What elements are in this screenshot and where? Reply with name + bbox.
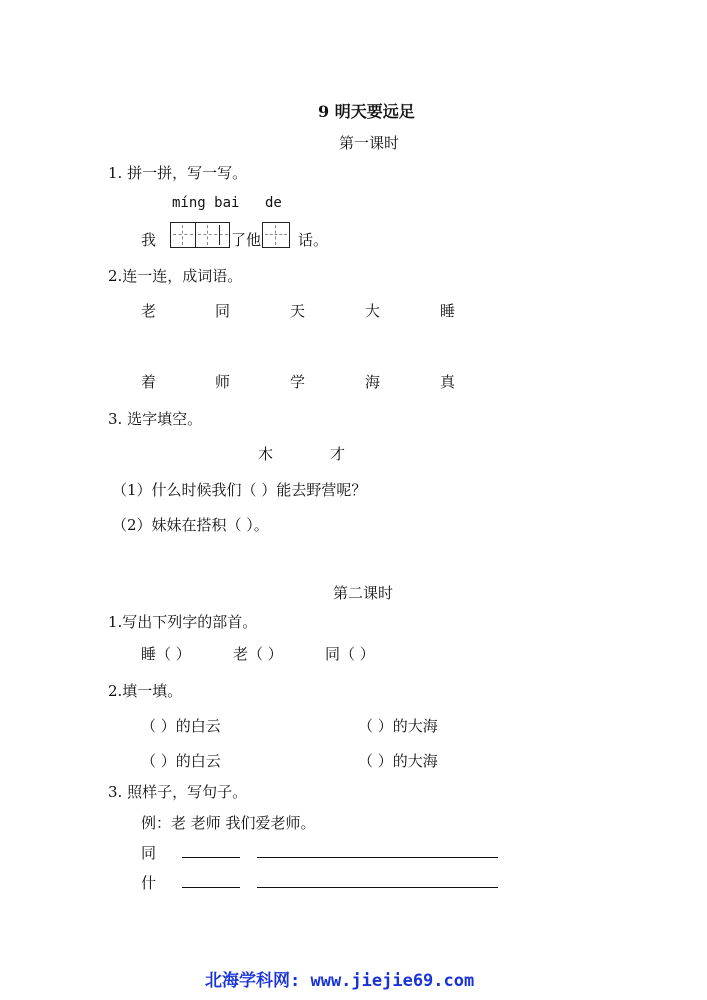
connect-top-char[interactable]: 老 [141, 302, 157, 320]
l2-q2-prompt: 2.填一填。 [108, 682, 183, 700]
word-le-ta: 了他 [231, 231, 262, 249]
fill-phrase[interactable]: （ ）的白云 [141, 752, 221, 770]
connect-bottom-char[interactable]: 海 [365, 373, 381, 391]
connect-bottom-char[interactable]: 师 [215, 373, 231, 391]
connect-top-char[interactable]: 天 [290, 302, 306, 320]
choice-char: 才 [330, 445, 346, 463]
connect-bottom-char[interactable]: 学 [290, 373, 306, 391]
q2-prompt: 2.连一连，成词语。 [108, 267, 243, 285]
pinyin-de: de [265, 195, 282, 211]
writing-grid-de[interactable] [262, 222, 290, 248]
word-wo: 我 [141, 231, 157, 249]
fill-phrase[interactable]: （ ）的白云 [141, 717, 221, 735]
q1-prompt: 1. 拼一拼，写一写。 [108, 164, 248, 182]
lesson2-heading: 第二课时 [333, 584, 394, 602]
example-sentence: 例：老 老师 我们爱老师。 [141, 814, 316, 832]
q3-prompt: 3. 选字填空。 [108, 410, 203, 428]
answer-line-word[interactable] [182, 887, 240, 888]
radical-item[interactable]: 睡（ ） [141, 645, 191, 663]
pinyin-mingbai: míng bai [172, 195, 240, 211]
connect-bottom-char[interactable]: 着 [141, 373, 157, 391]
answer-line-sentence[interactable] [257, 857, 498, 858]
connect-top-char[interactable]: 大 [365, 302, 381, 320]
lesson1-heading: 第一课时 [339, 134, 400, 152]
fill-item[interactable]: （2）妹妹在搭积（ ）。 [112, 516, 269, 534]
choice-char: 木 [258, 445, 274, 463]
writing-grid-mingbai[interactable] [170, 222, 230, 248]
sentence-char-shi: 什 [141, 874, 157, 892]
fill-phrase[interactable]: （ ）的大海 [358, 752, 438, 770]
word-hua: 话。 [298, 231, 329, 249]
l2-q3-prompt: 3. 照样子，写句子。 [108, 783, 248, 801]
radical-item[interactable]: 同（ ） [325, 645, 375, 663]
answer-line-sentence[interactable] [257, 887, 498, 888]
sentence-char-tong: 同 [141, 844, 157, 862]
l2-q1-prompt: 1.写出下列字的部首。 [108, 613, 258, 631]
radical-item[interactable]: 老（ ） [233, 645, 283, 663]
connect-bottom-char[interactable]: 真 [440, 373, 456, 391]
fill-item[interactable]: （1）什么时候我们（ ）能去野营呢？ [112, 481, 367, 499]
connect-top-char[interactable]: 睡 [440, 302, 456, 320]
answer-line-word[interactable] [182, 857, 240, 858]
footer-site-link[interactable]: 北海学科网: www.jiejie69.com [205, 971, 475, 991]
connect-top-char[interactable]: 同 [215, 302, 231, 320]
fill-phrase[interactable]: （ ）的大海 [358, 717, 438, 735]
page-title: 9 明天要远足 [318, 102, 415, 121]
